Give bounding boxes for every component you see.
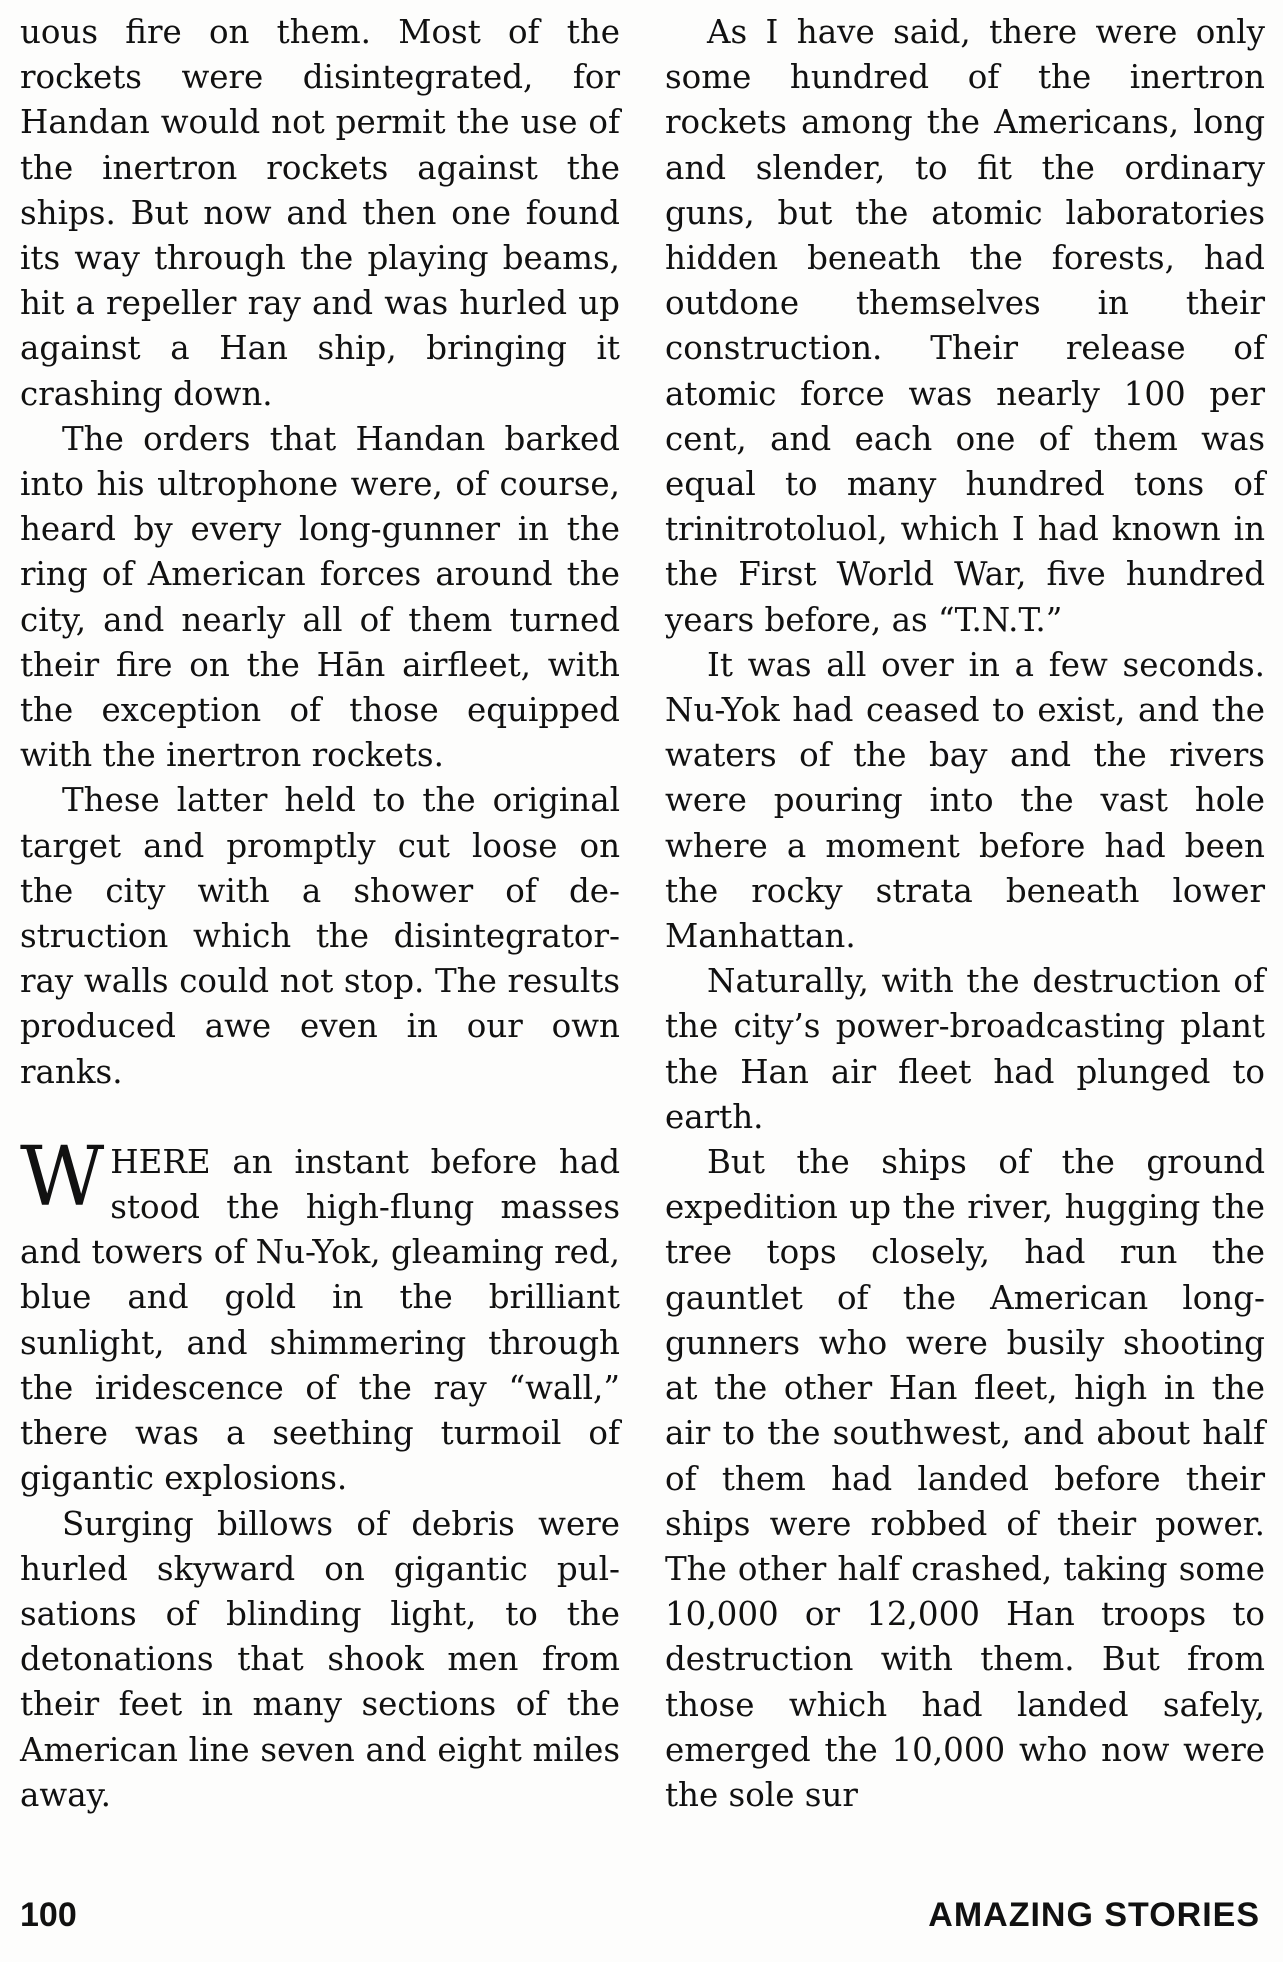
paragraph: But the ships of the ground expedition up the river, hugging the tree tops closely, had run the gauntlet of the American long-gunners who were busily shooting at the other Han fleet, high in the air to the southwest, and about half of them had landed before their ships were robbed of their power. The other half crashed, taking some 10,000 or 12,000 Han troops to destruction with them. But from those which had landed safely, emerged the 10,000 who now were the sole sur (665, 1143, 1265, 1814)
paragraph: It was all over in a few seconds. Nu-Yok had ceased to exist, and the waters of the bay and the rivers were pouring into the vast hole where a moment before had been the rocky strata beneath lower Manhattan. (665, 645, 1265, 956)
paragraph: Surging billows of debris were hurled skyward on gigantic pulsations of blinding light, to the detonations that shook men from their feet in many sections of the American line seven and eight miles away. (20, 1504, 620, 1814)
left-column (20, 10, 620, 1818)
page-footer (20, 1896, 1260, 1946)
paragraph: As I have said, there were only some hundred of the inertron rockets among the Americans, long and slender, to fit the ordinary guns, but the atomic laboratories hidden beneath the forests, had outdone themselves in their construction. Their release of atomic force was nearly 100 per cent, and each one of them was equal to many hundred tons of trinitrotoluol, which I had known in the First World War, five hundred years before, as “T.N.T.” (665, 13, 1265, 639)
section-opening-text: HERE an instant before had stood the high-flung masses and towers of Nu-Yok, gleaming red, blue and gold in the brilliant sunlight, and shimmering through the iridescence of the ray “wall,” there was a seething turmoil of gigantic explosions. (20, 1142, 620, 1498)
section-opening-paragraph (20, 1129, 620, 1502)
magazine-title: AMAZING STORIES (928, 1896, 1260, 1934)
paragraph: Naturally, with the destruction of the city’s power-broadcasting plant the Han air fleet had plunged to earth. (665, 962, 1265, 1136)
paragraph: The orders that Handan barked into his ultrophone were, of course, heard by every long-gunner in the ring of American forces around the city, and nearly all of them turned their fire on the Hān airfleet, with the exception of those equipped with the inertron rockets. (20, 419, 620, 775)
paragraph: These latter held to the original target and promptly cut loose on the city with a shower of destruction which the disintegrator-ray walls could not stop. The results produced awe even in our own ranks. (20, 781, 620, 1091)
drop-cap: W (20, 1129, 105, 1225)
page-number: 100 (20, 1896, 77, 1934)
paragraph: uous fire on them. Most of the rockets were disintegrated, for Handan would not permit the use of the inertron rockets against the ships. But now and then one found its way through the playing beams, hit a repeller ray and was hurled up against a Han ship, bringing it crashing down. (20, 13, 620, 413)
right-column (665, 10, 1265, 1818)
